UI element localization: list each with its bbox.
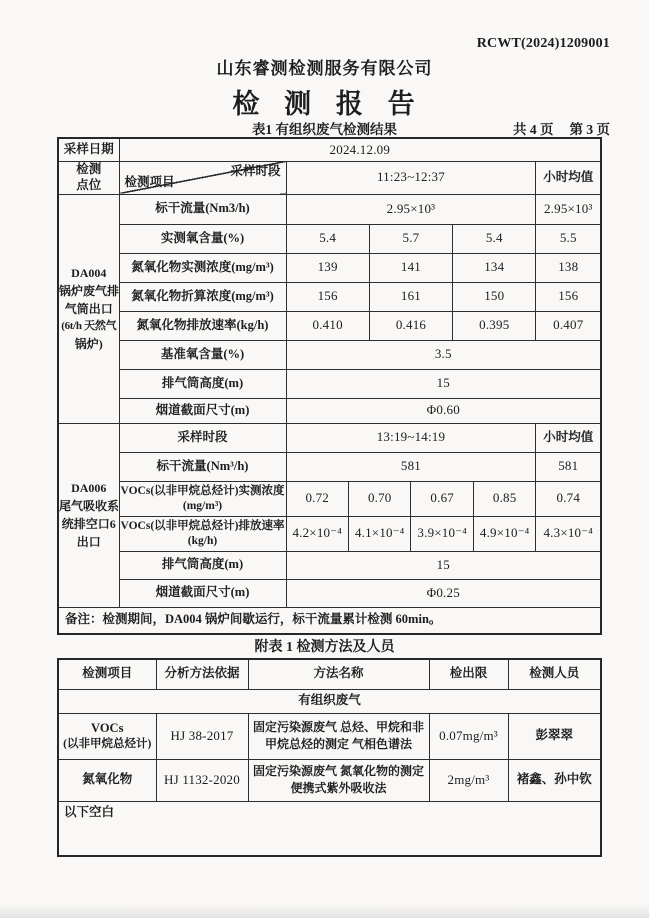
- row-value: 0.410: [286, 311, 369, 340]
- point-line: (6t/h 天然气: [61, 320, 117, 333]
- row-label: 排气筒高度(m): [119, 369, 286, 398]
- row-label-vocs-conc: [119, 481, 286, 516]
- company-name: 山东睿测检测服务有限公司: [216, 59, 433, 78]
- row-value: 3.9×10⁻⁴: [411, 516, 473, 551]
- row-label: 实测氧含量(%): [119, 224, 286, 253]
- table-row: [58, 481, 601, 516]
- row-value-full: Φ0.25: [286, 579, 601, 607]
- table-row: [58, 659, 601, 689]
- col-header-method-name: 方法名称: [248, 659, 429, 689]
- row-value-full: 15: [286, 551, 601, 579]
- row-label: 氮氧化物实测浓度(mg/m³): [119, 253, 286, 282]
- point-header-line1: 检测: [76, 161, 102, 176]
- method-name-cell: 固定污染源废气 氮氧化物的测定 便携式紫外吸收法: [248, 759, 429, 801]
- row-label-line1: VOCs(以非甲烷总烃计)实测浓度: [120, 484, 285, 497]
- point-line: 气筒出口: [64, 302, 113, 317]
- point-line: DA006: [71, 481, 107, 495]
- row-value-full: 3.5: [286, 340, 601, 369]
- col-header-personnel: 检测人员: [508, 659, 601, 689]
- method-name-cell: 固定污染源废气 总烃、甲烷和非甲烷总烃的测定 气相色谱法: [248, 713, 429, 759]
- row-value: 0.416: [369, 311, 452, 340]
- row-value: 4.9×10⁻⁴: [473, 516, 535, 551]
- row-value: 141: [369, 253, 452, 282]
- page-total: 共 4 页: [513, 122, 554, 137]
- row-label: 标干流量(Nm3/h): [119, 194, 286, 224]
- row-hour-avg: 0.74: [536, 481, 601, 516]
- row-value: 0.395: [453, 311, 536, 340]
- table-row: [58, 423, 601, 452]
- item-cell-nox: [58, 759, 156, 801]
- table-row: [58, 713, 601, 759]
- row-hour-avg: 4.3×10⁻⁴: [536, 516, 601, 551]
- row-label-line2: (mg/m³): [182, 499, 223, 512]
- row-value: 5.4: [453, 224, 536, 253]
- row-label: 烟道截面尺寸(m): [119, 579, 286, 607]
- point-cell-da006: [58, 423, 119, 607]
- sampling-date-label: 采样日期: [58, 138, 119, 161]
- table-row: [58, 551, 601, 579]
- remark-row: 备注：检测期间，DA004 锅炉间歇运行，标干流量累计检测 60min。: [58, 607, 601, 634]
- table-row: [58, 689, 601, 713]
- point-line: 统排空口6: [61, 517, 116, 531]
- row-hour-avg: 5.5: [536, 224, 601, 253]
- row-value-full: 15: [286, 369, 601, 398]
- diagonal-header-cell: [119, 161, 286, 194]
- row-hour-avg: 2.95×10³: [536, 194, 601, 224]
- blank-below-note: 以下空白: [58, 801, 601, 856]
- row-value: 150: [453, 282, 536, 311]
- personnel-cell: 彭翠翠: [508, 713, 601, 759]
- row-value: 4.2×10⁻⁴: [286, 516, 348, 551]
- point-cell-da004: [58, 194, 119, 423]
- table-row: [58, 801, 601, 856]
- table-row: [58, 311, 601, 340]
- row-value: 0.85: [473, 481, 535, 516]
- table-row: [58, 161, 601, 194]
- personnel-cell: 褚鑫、孙中钦: [508, 759, 601, 801]
- row-label: 标干流量(Nm³/h): [119, 452, 286, 481]
- table1-caption: 表1 有组织废气检测结果: [251, 122, 398, 137]
- point-line: DA004: [71, 266, 107, 281]
- row-value: 5.4: [286, 224, 369, 253]
- page-indicator: [513, 118, 610, 138]
- row-value: 134: [453, 253, 536, 282]
- table-row: [58, 369, 601, 398]
- row-value: 4.1×10⁻⁴: [348, 516, 410, 551]
- row-value: 0.67: [411, 481, 473, 516]
- group-header-organized-gas: 有组织废气: [58, 689, 601, 713]
- row-value: 0.70: [348, 481, 410, 516]
- item-cell-vocs: [58, 713, 156, 759]
- col-header-detection-limit: 检出限: [429, 659, 508, 689]
- table-row: [58, 253, 601, 282]
- table-row: [58, 138, 601, 161]
- page-current: 第 3 页: [569, 122, 610, 137]
- row-label: 排气筒高度(m): [119, 551, 286, 579]
- row-hour-avg: 581: [536, 452, 601, 481]
- row-value-span: 581: [286, 452, 536, 481]
- row-label: 氮氧化物折算浓度(mg/m³): [119, 282, 286, 311]
- diag-test-item-label: 检测项目: [124, 174, 175, 189]
- point-line: 尾气吸收系: [59, 499, 120, 513]
- appendix-table-caption: 附表 1 检测方法及人员: [254, 640, 395, 655]
- table-row: [58, 759, 601, 801]
- s2-hour-avg-header: 小时均值: [536, 423, 601, 452]
- row-label: 基准氧含量(%): [119, 340, 286, 369]
- s1-period-value: 11:23~12:37: [286, 161, 536, 194]
- detection-limit-cell: 0.07mg/m³: [429, 713, 508, 759]
- row-label: 氮氧化物排放速率(kg/h): [119, 311, 286, 340]
- diag-sampling-period-label: 采样时段: [230, 163, 281, 178]
- row-value: 139: [286, 253, 369, 282]
- table-row: [58, 452, 601, 481]
- s2-period-label: 采样时段: [119, 423, 286, 452]
- row-value: 0.72: [286, 481, 348, 516]
- method-basis-cell: HJ 1132-2020: [156, 759, 248, 801]
- row-value: 156: [286, 282, 369, 311]
- table-row: [58, 224, 601, 253]
- row-label-vocs-rate: [119, 516, 286, 551]
- scan-bottom-edge: [0, 904, 649, 918]
- table-row: [58, 516, 601, 551]
- item-line2: (以非甲烷总烃计): [63, 737, 152, 750]
- row-hour-avg: 138: [536, 253, 601, 282]
- row-label: 烟道截面尺寸(m): [119, 398, 286, 423]
- report-number: RCWT(2024)1209001: [476, 36, 610, 51]
- row-hour-avg: 0.407: [536, 311, 601, 340]
- item-line1: 氮氧化物: [82, 772, 133, 787]
- point-header-line2: 点位: [76, 177, 102, 192]
- point-line: 锅炉): [74, 336, 103, 351]
- s2-period-value: 13:19~14:19: [286, 423, 536, 452]
- row-value-full: Φ0.60: [286, 398, 601, 423]
- row-value-span: 2.95×10³: [286, 194, 536, 224]
- col-header-method-basis: 分析方法依据: [156, 659, 248, 689]
- detection-limit-cell: 2mg/m³: [429, 759, 508, 801]
- table-row: [58, 194, 601, 224]
- table-row: [58, 282, 601, 311]
- results-table: [57, 137, 602, 635]
- point-line: 出口: [76, 535, 101, 549]
- row-value: 5.7: [369, 224, 452, 253]
- row-label-line1: VOCs(以非甲烷总烃计)排放速率: [120, 519, 285, 532]
- methods-personnel-table: [57, 658, 602, 857]
- table-row: [58, 398, 601, 423]
- row-hour-avg: 156: [536, 282, 601, 311]
- method-basis-cell: HJ 38-2017: [156, 713, 248, 759]
- item-line1: VOCs: [91, 721, 124, 735]
- row-label-line2: (kg/h): [187, 534, 218, 547]
- report-title: 检 测 报 告: [232, 89, 417, 119]
- col-header-test-item: 检测项目: [58, 659, 156, 689]
- s1-hour-avg-header: 小时均值: [536, 161, 601, 194]
- table-row: [58, 579, 601, 607]
- point-line: 锅炉废气排: [59, 284, 120, 299]
- sampling-date-value: 2024.12.09: [119, 138, 601, 161]
- point-header-cell: [58, 161, 119, 194]
- table-row: [58, 340, 601, 369]
- row-value: 161: [369, 282, 452, 311]
- table-row: [58, 607, 601, 634]
